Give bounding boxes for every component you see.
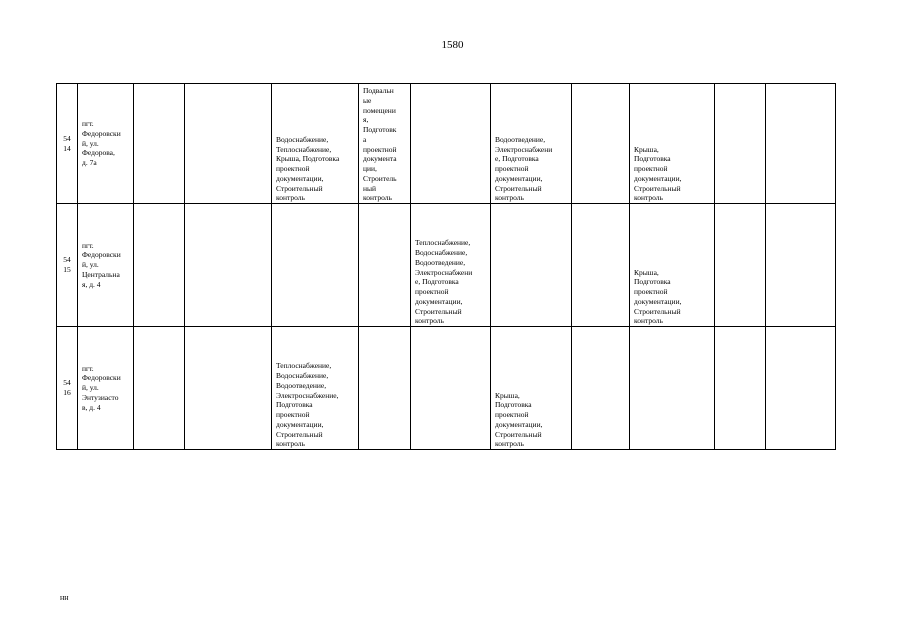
table-cell — [572, 84, 630, 204]
table-cell: Крыша, Подготовка проектной документации, Строительный контроль — [491, 327, 572, 450]
table-cell — [572, 327, 630, 450]
table-row — [57, 84, 836, 204]
table-cell — [134, 204, 185, 327]
table-cell — [715, 327, 766, 450]
table-cell — [134, 84, 185, 204]
table-cell — [411, 84, 491, 204]
page-number: 1580 — [441, 39, 464, 51]
table-cell: Водоснабжение, Теплоснабжение, Крыша, Подготовка проектной документации, Строительный контроль — [272, 84, 359, 204]
table-cell — [766, 204, 836, 327]
table-cell: Водоотведение, Электроснабжени е, Подготовка проектной документации, Строительный контроль — [491, 84, 572, 204]
table-cell — [185, 84, 272, 204]
table-cell — [359, 327, 411, 450]
table-cell — [185, 327, 272, 450]
table-cell — [272, 204, 359, 327]
table-cell — [766, 327, 836, 450]
table-row — [57, 327, 836, 450]
address-cell: пгт. Федоровски й, ул. Энтузиасто в, д. 4 — [78, 327, 134, 450]
table-cell — [411, 327, 491, 450]
table-cell: Подвальн ые помещени я, Подготовк а проектной документа ции, Строитель ный контроль — [359, 84, 411, 204]
table-cell — [715, 204, 766, 327]
row-number-cell: 54 16 — [57, 327, 78, 450]
table-cell: Теплоснабжение, Водоснабжение, Водоотведение, Электроснабжение, Подготовка проектной документации, Строительный контроль — [272, 327, 359, 450]
table-cell — [572, 204, 630, 327]
row-number-cell: 54 15 — [57, 204, 78, 327]
table-cell: Крыша, Подготовка проектной документации, Строительный контроль — [630, 204, 715, 327]
table-cell — [715, 84, 766, 204]
address-cell: пгт. Федоровски й, ул. Федорова, д. 7а — [78, 84, 134, 204]
table-cell — [491, 204, 572, 327]
table-row — [57, 204, 836, 327]
footer-mark: нн — [60, 593, 69, 602]
table-cell — [359, 204, 411, 327]
table-cell — [766, 84, 836, 204]
table-cell — [134, 327, 185, 450]
table-cell — [185, 204, 272, 327]
table-cell — [630, 327, 715, 450]
table-cell: Теплоснабжение, Водоснабжение, Водоотведение, Электроснабжени е, Подготовка проектной документации, Строительный контроль — [411, 204, 491, 327]
program-table — [56, 83, 836, 450]
address-cell: пгт. Федоровски й, ул. Центральна я, д. 4 — [78, 204, 134, 327]
table-cell: Крыша, Подготовка проектной документации, Строительный контроль — [630, 84, 715, 204]
row-number-cell: 54 14 — [57, 84, 78, 204]
